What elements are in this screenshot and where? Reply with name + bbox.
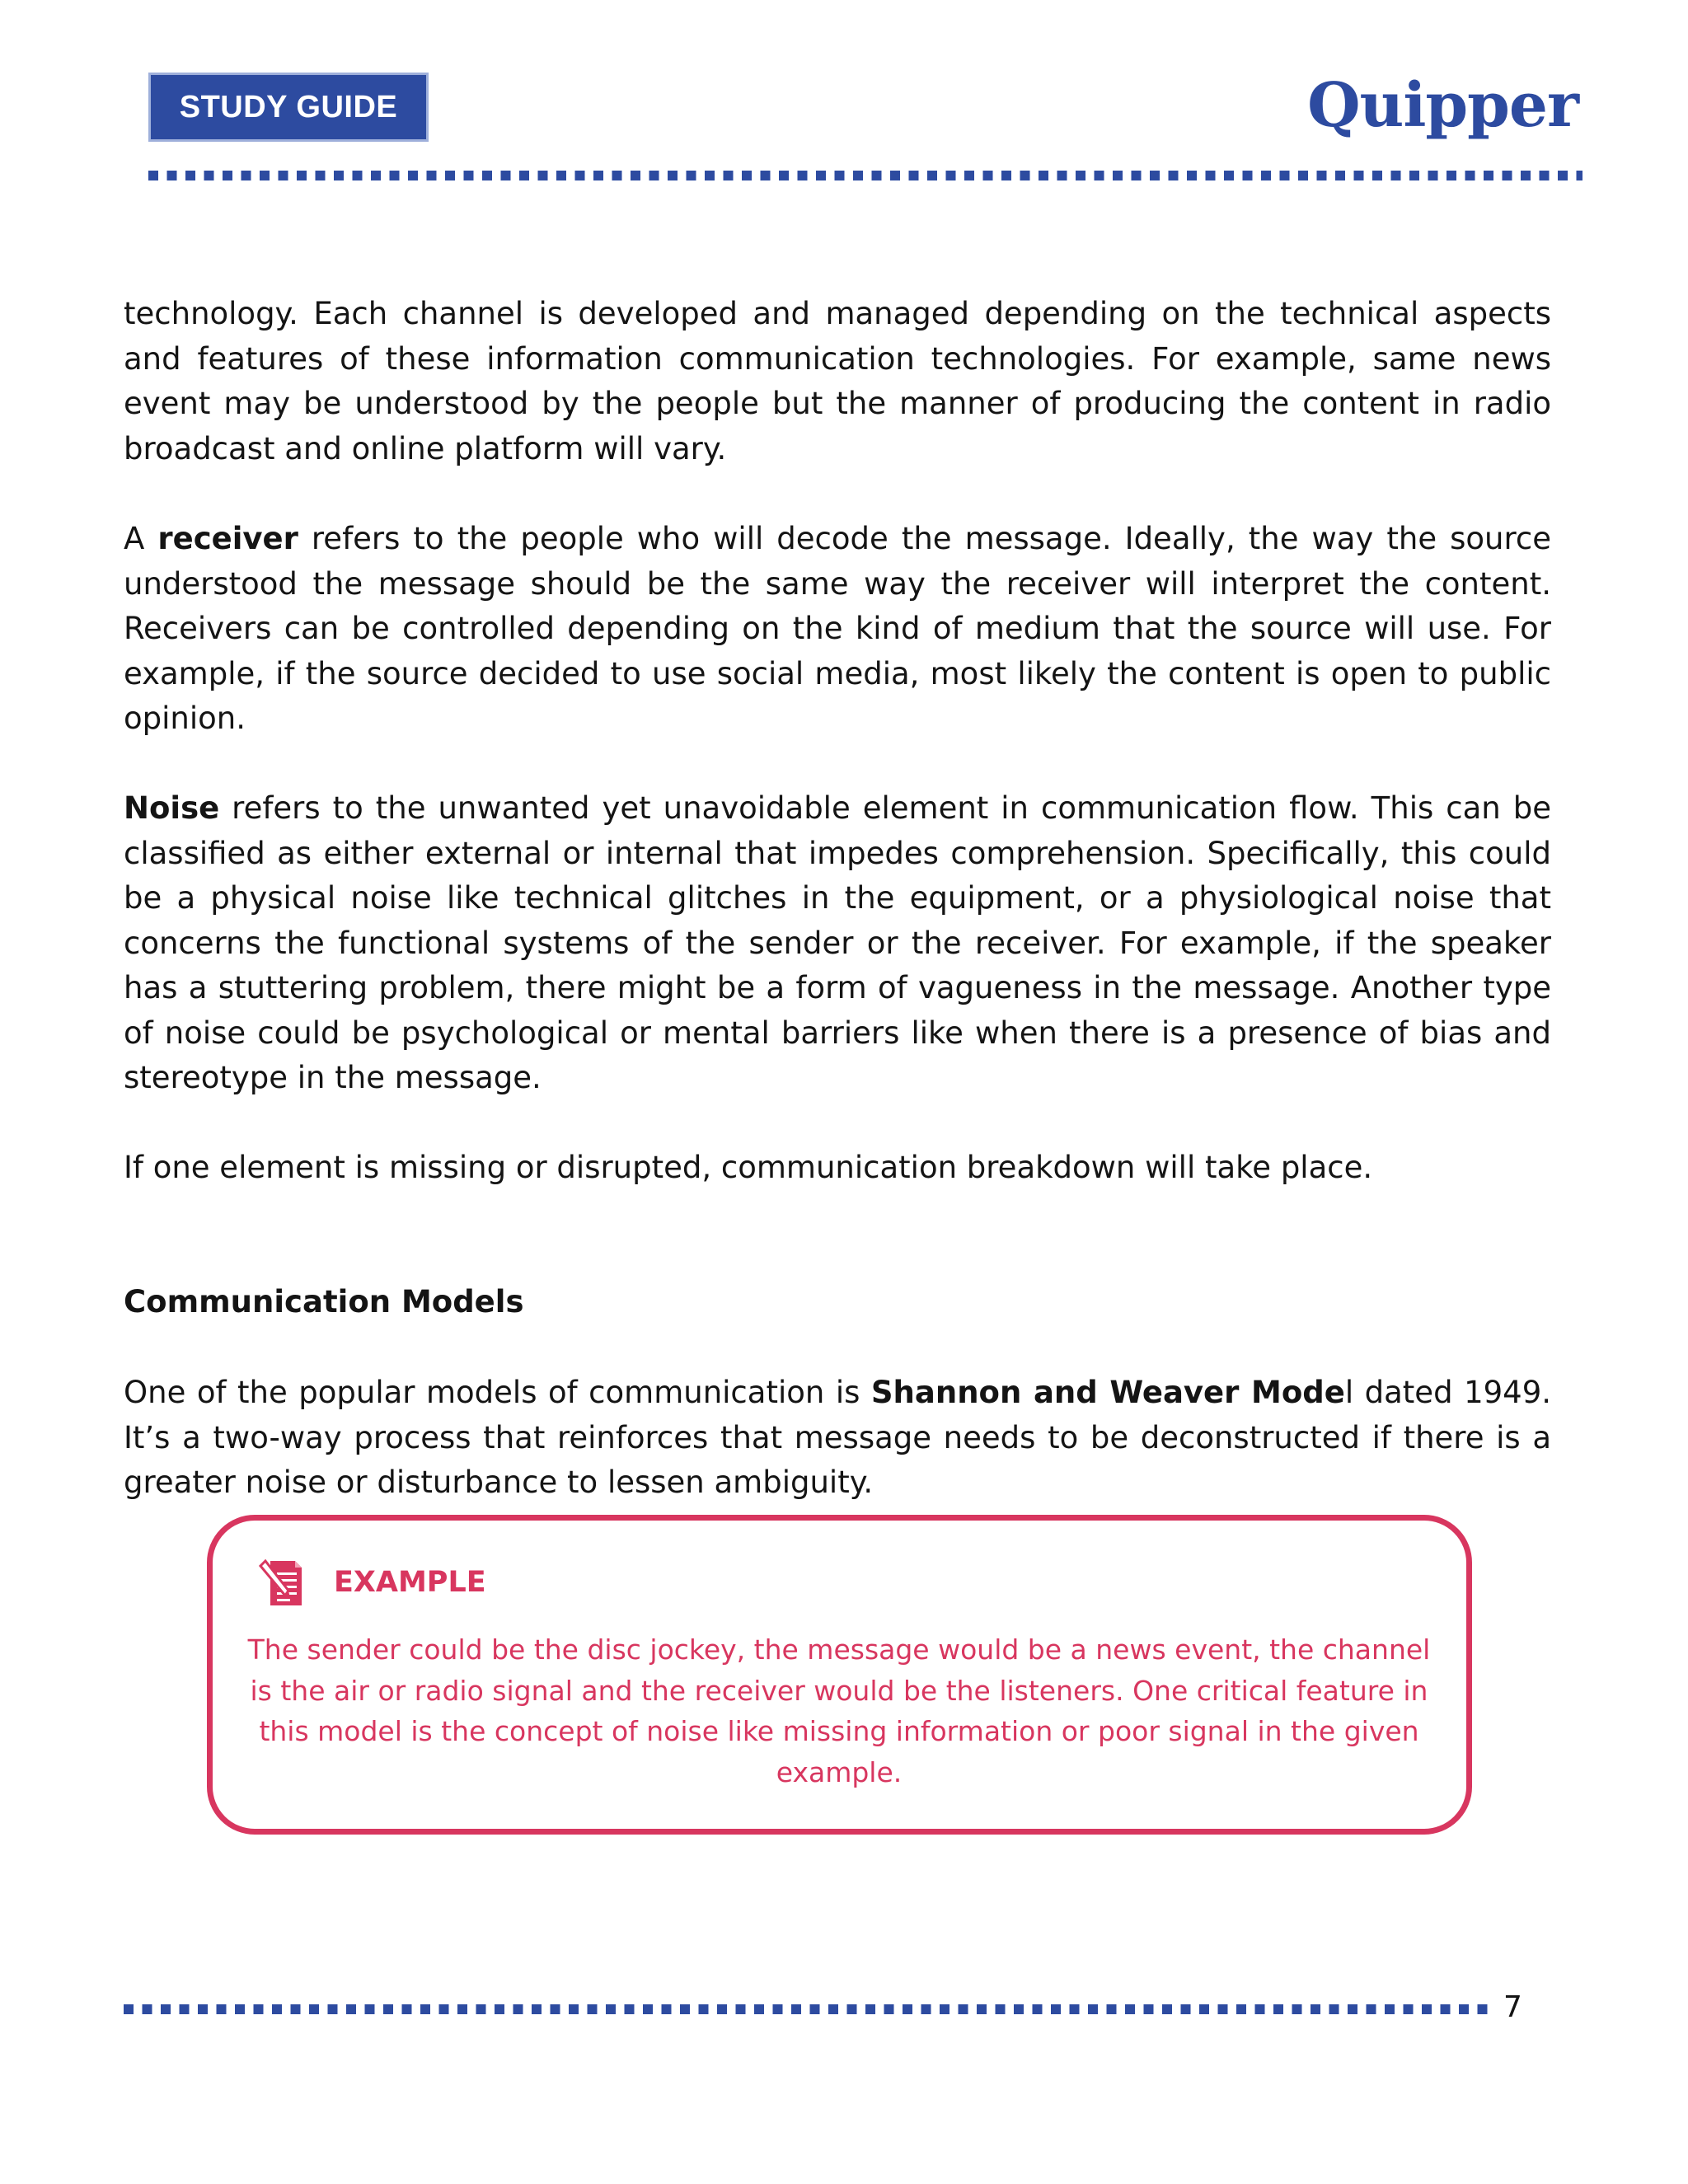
paragraph-shannon-weaver-lead: One of the popular models of communication is — [124, 1375, 871, 1410]
paragraph-channel: technology. Each channel is developed and managed depending on the technical aspects and features of these information communication technologies. For example, same news event may be understood by the people but the manner of producing the content in radio broadcast and online platform will vary. — [124, 296, 1551, 466]
paragraph-breakdown: If one element is missing or disrupted, communication breakdown will take place. — [124, 1150, 1373, 1185]
paragraph-receiver-lead: A — [124, 521, 158, 556]
paragraph-receiver — [124, 517, 1551, 742]
example-text: The sender could be the disc jockey, the message would be a news event, the channel is the air or radio signal and the receiver would be the listeners. One critical feature in this model is the concept of noise like missing information or poor signal in the given example. — [247, 1633, 1431, 1788]
example-title: EXAMPLE — [334, 1566, 486, 1599]
term-shannon-weaver-model: Shannon and Weaver Mode — [870, 1375, 1345, 1410]
page-number: 7 — [1503, 1990, 1522, 2024]
example-box — [207, 1515, 1472, 1835]
section-heading-communication-models: Communication Models — [124, 1284, 524, 1319]
term-receiver: receiver — [157, 521, 298, 556]
paragraph-noise-body: refers to the unwanted yet unavoidable element in communication flow. This can be classified as either external or internal that impedes comprehension. Specifically, this could be a physical noise like technical glitches in the equipment, or a physiological noise that concerns the functional systems of the sender or the receiver. For example, if the speaker has a stuttering problem, there might be a form of vagueness in the message. Another type of noise could be psychological or mental barriers like when there is a presence of bias and stereotype in the message. — [124, 790, 1551, 1095]
quipper-logo: Quipper — [1307, 70, 1578, 141]
paragraph-receiver-body: refers to the people who will decode the message. Ideally, the way the source understood the message should be the same way the receiver will interpret the content. Receivers can be controlled depending on the kind of medium that the source will use. For example, if the source decided to use social media, most likely the content is open to public opinion. — [124, 521, 1551, 736]
header-divider — [148, 171, 1582, 180]
document-pencil-icon — [259, 1558, 307, 1609]
term-noise: Noise — [124, 790, 220, 826]
paragraph-shannon-weaver-body: l dated 1949. It’s a two-way process that reinforces that message needs to be deconstructed if there is a greater noise or disturbance to lessen ambiguity. — [124, 1375, 1551, 1500]
footer-divider — [124, 2004, 1492, 2014]
paragraph-shannon-weaver — [124, 1371, 1551, 1506]
paragraph-noise — [124, 786, 1551, 1101]
study-guide-badge: STUDY GUIDE — [148, 73, 429, 142]
